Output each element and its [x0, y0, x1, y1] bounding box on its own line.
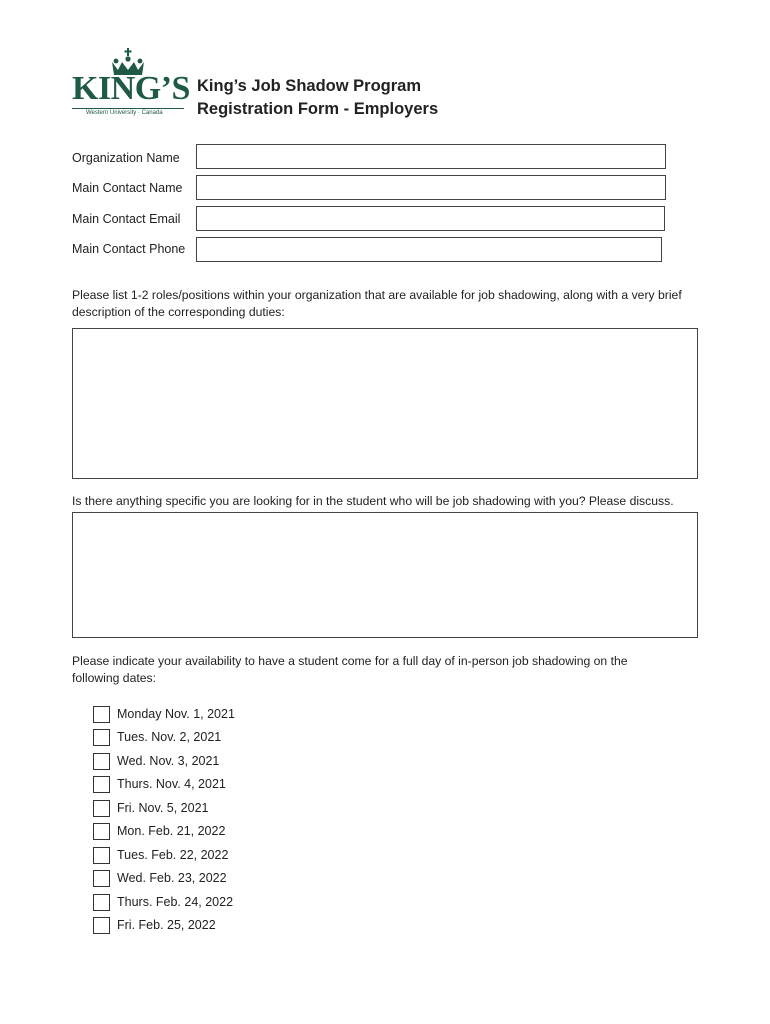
date-option-label: Wed. Feb. 23, 2022 [117, 871, 227, 885]
checkbox[interactable] [93, 729, 110, 746]
date-option-label: Tues. Nov. 2, 2021 [117, 730, 222, 744]
logo-subtitle: Western University · Canada [86, 110, 163, 116]
date-option[interactable] [93, 774, 226, 794]
checkbox[interactable] [93, 917, 110, 934]
date-option-label: Monday Nov. 1, 2021 [117, 707, 235, 721]
date-option[interactable] [93, 915, 216, 935]
checkbox[interactable] [93, 823, 110, 840]
kings-logo [72, 46, 190, 122]
checkbox[interactable] [93, 847, 110, 864]
form-title [197, 75, 438, 121]
checkbox[interactable] [93, 776, 110, 793]
date-option-label: Thurs. Nov. 4, 2021 [117, 777, 226, 791]
date-option[interactable] [93, 868, 227, 888]
main-contact-email-input[interactable] [196, 206, 665, 231]
form-title-line2: Registration Form - Employers [197, 100, 439, 118]
roles-prompt: Please list 1-2 roles/positions within your organization that are available for job shadowing, along with a very brief description of the corresponding duties: [72, 288, 682, 319]
date-option[interactable] [93, 751, 219, 771]
date-option-label: Wed. Nov. 3, 2021 [117, 754, 220, 768]
main-contact-name-label: Main Contact Name [72, 181, 183, 195]
main-contact-phone-input[interactable] [196, 237, 662, 262]
main-contact-phone-label: Main Contact Phone [72, 242, 186, 256]
date-option-label: Fri. Feb. 25, 2022 [117, 918, 216, 932]
checkbox[interactable] [93, 894, 110, 911]
checkbox[interactable] [93, 800, 110, 817]
main-contact-name-input[interactable] [196, 175, 666, 200]
date-option[interactable] [93, 798, 208, 818]
checkbox[interactable] [93, 753, 110, 770]
main-contact-email-label: Main Contact Email [72, 212, 181, 226]
date-option[interactable] [93, 727, 221, 747]
checkbox[interactable] [93, 706, 110, 723]
student-prompt: Is there anything specific you are looking for in the student who will be job shadowing with you? Please discuss. [72, 494, 674, 508]
organization-name-label: Organization Name [72, 151, 180, 165]
date-option[interactable] [93, 892, 233, 912]
logo-divider [72, 108, 184, 109]
date-option-label: Thurs. Feb. 24, 2022 [117, 895, 234, 909]
organization-name-input[interactable] [196, 144, 666, 169]
date-option-label: Fri. Nov. 5, 2021 [117, 801, 209, 815]
roles-textarea[interactable] [72, 328, 698, 479]
date-option[interactable] [93, 845, 228, 865]
date-option-label: Tues. Feb. 22, 2022 [117, 848, 229, 862]
form-title-line1: King’s Job Shadow Program [197, 77, 421, 95]
date-option-label: Mon. Feb. 21, 2022 [117, 824, 226, 838]
date-option[interactable] [93, 704, 235, 724]
availability-prompt: Please indicate your availability to have a student come for a full day of in-person job shadowing on the following dates: [72, 654, 628, 685]
date-option[interactable] [93, 821, 225, 841]
checkbox[interactable] [93, 870, 110, 887]
student-textarea[interactable] [72, 512, 698, 638]
logo-wordmark: KING’S [72, 70, 190, 107]
